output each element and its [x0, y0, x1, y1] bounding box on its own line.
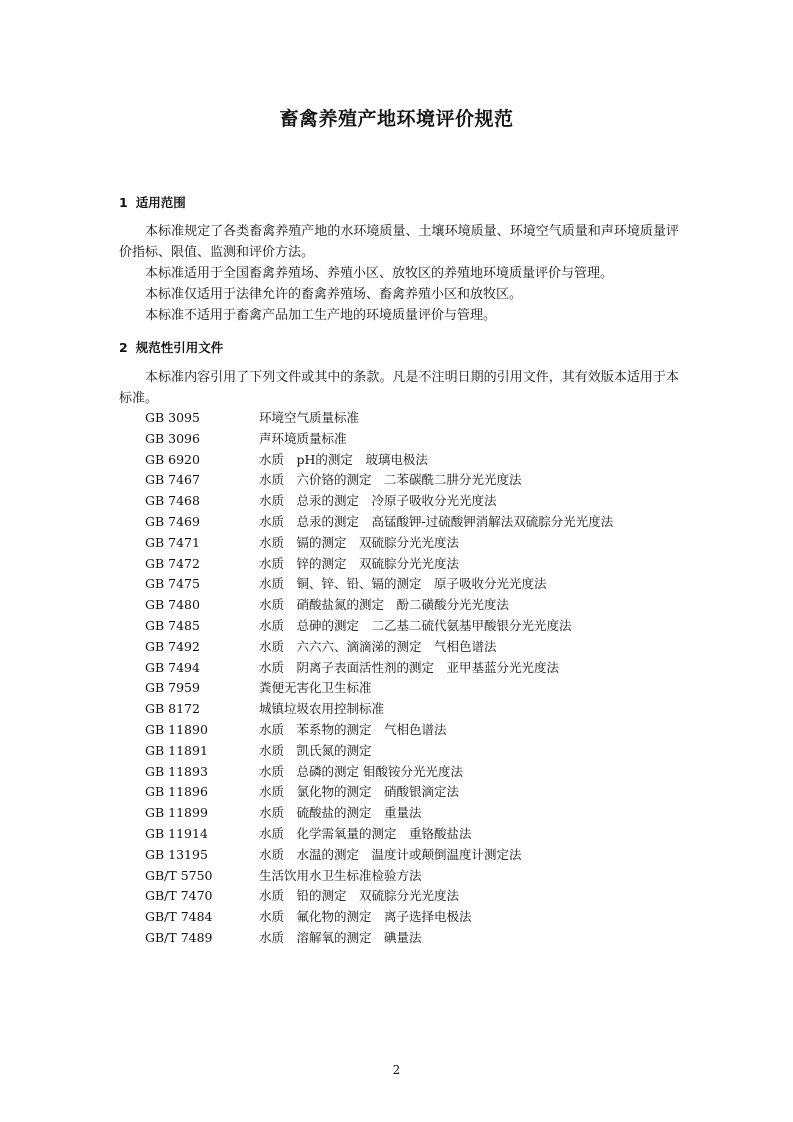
reference-title: 声环境质量标准 [259, 430, 347, 446]
reference-title: 水质 硫酸盐的测定 重量法 [259, 805, 422, 821]
reference-code: GB/T 5750 [145, 867, 213, 883]
reference-title: 水质 锌的测定 双硫腙分光光度法 [259, 555, 460, 571]
reference-code: GB 3095 [145, 410, 200, 425]
reference-title: 水质 六价铬的测定 二苯碳酰二肼分光光度法 [259, 472, 522, 488]
reference-row [145, 720, 685, 741]
section-2-body [119, 367, 679, 409]
reference-title: 水质 水温的测定 温度计或颠倒温度计测定法 [259, 846, 522, 862]
reference-code: GB 7471 [145, 534, 200, 550]
section-number: 1 [119, 195, 128, 210]
reference-code: GB 11914 [145, 825, 208, 841]
reference-code: GB 7494 [145, 659, 200, 675]
reference-row [145, 408, 685, 429]
reference-row [145, 429, 685, 450]
reference-code: GB 7480 [145, 597, 200, 613]
reference-code: GB 13195 [145, 846, 208, 862]
reference-row [145, 782, 685, 803]
reference-title: 水质 硝酸盐氮的测定 酚二磺酸分光光度法 [259, 597, 510, 613]
reference-code: GB 11891 [145, 742, 208, 758]
reference-title: 水质 总汞的测定 高锰酸钾-过硫酸钾消解法双硫腙分光光度法 [259, 513, 614, 529]
reference-list [145, 408, 685, 949]
reference-row [145, 824, 685, 845]
document-title: 畜禽养殖产地环境评价规范 [279, 108, 514, 130]
reference-code: GB/T 7484 [145, 909, 213, 925]
reference-row [145, 512, 685, 533]
reference-title: 水质 氯化物的测定 硝酸银滴定法 [259, 784, 460, 800]
reference-title: 水质 氟化物的测定 离子选择电极法 [259, 909, 472, 925]
reference-code: GB 11893 [145, 763, 208, 779]
reference-row [145, 450, 685, 471]
paragraph: 本标准不适用于畜禽产品加工生产地的环境质量评价与管理。 [145, 308, 497, 323]
reference-code: GB 7959 [145, 680, 200, 696]
section-2-heading [119, 338, 223, 356]
reference-code: GB 7472 [145, 555, 200, 571]
reference-row [145, 491, 685, 512]
reference-title: 水质 溶解氧的测定 碘量法 [259, 929, 422, 945]
reference-code: GB 7468 [145, 493, 200, 509]
section-number: 2 [119, 340, 128, 355]
reference-code: GB/T 7489 [145, 929, 213, 945]
reference-row [145, 658, 685, 679]
reference-row [145, 533, 685, 554]
reference-title: 生活饮用水卫生标准检验方法 [259, 867, 422, 883]
reference-code: GB 7475 [145, 576, 200, 592]
reference-title: 水质 铅的测定 双硫腙分光光度法 [259, 888, 460, 904]
reference-row [145, 699, 685, 720]
reference-title: 水质 苯系物的测定 气相色谱法 [259, 721, 447, 737]
paragraph: 本标准仅适用于法律允许的畜禽养殖场、畜禽养殖小区和放牧区。 [145, 287, 523, 302]
reference-row [145, 470, 685, 491]
reference-code: GB 8172 [145, 701, 200, 717]
reference-title: 粪便无害化卫生标准 [259, 680, 372, 696]
reference-row [145, 762, 685, 783]
reference-row [145, 637, 685, 658]
reference-code: GB 7492 [145, 638, 200, 654]
page-number: 2 [392, 1063, 401, 1077]
reference-row [145, 741, 685, 762]
section-title: 适用范围 [135, 195, 186, 210]
reference-title: 环境空气质量标准 [259, 410, 360, 425]
reference-code: GB 6920 [145, 451, 200, 467]
reference-row [145, 595, 685, 616]
section-1-heading [119, 193, 186, 211]
reference-row [145, 886, 685, 907]
reference-title: 水质 铜、锌、铅、镉的测定 原子吸收分光光度法 [259, 576, 547, 592]
reference-title: 水质 阴离子表面活性剂的测定 亚甲基蓝分光光度法 [259, 659, 560, 675]
reference-code: GB 11896 [145, 784, 208, 800]
reference-title: 水质 总砷的测定 二乙基二硫代氨基甲酸银分光光度法 [259, 617, 572, 633]
section-1-body [119, 221, 679, 326]
reference-code: GB 11899 [145, 805, 208, 821]
reference-code: GB 7467 [145, 472, 200, 488]
reference-title: 水质 六六六、滴滴涕的测定 气相色谱法 [259, 638, 497, 654]
reference-title: 城镇垃圾农用控制标准 [259, 701, 385, 717]
reference-title: 水质 总汞的测定 冷原子吸收分光光度法 [259, 493, 497, 509]
reference-row [145, 907, 685, 928]
reference-title: 水质 化学需氧量的测定 重铬酸盐法 [259, 825, 472, 841]
reference-row [145, 803, 685, 824]
paragraph: 本标准规定了各类畜禽养殖产地的水环境质量、土壤环境质量、环境空气质量和声环境质量评价指标、限值、监测和评价方法。 [119, 224, 679, 260]
reference-row [145, 554, 685, 575]
reference-title: 水质 pH的测定 玻璃电极法 [259, 451, 428, 467]
reference-row [145, 928, 685, 949]
paragraph: 本标准适用于全国畜禽养殖场、养殖小区、放牧区的养殖地环境质量评价与管理。 [145, 266, 614, 281]
reference-code: GB 11890 [145, 721, 208, 737]
reference-title: 水质 凯氏氮的测定 [259, 742, 372, 758]
reference-row [145, 845, 685, 866]
section-title: 规范性引用文件 [135, 340, 224, 355]
reference-row [145, 866, 685, 887]
reference-row [145, 678, 685, 699]
paragraph: 本标准内容引用了下列文件或其中的条款。凡是不注明日期的引用文件，其有效版本适用于本标准。 [119, 370, 679, 406]
reference-code: GB 7485 [145, 617, 200, 633]
reference-title: 水质 总磷的测定 钼酸铵分光光度法 [259, 763, 463, 779]
reference-title: 水质 镉的测定 双硫腙分光光度法 [259, 534, 460, 550]
reference-code: GB 3096 [145, 430, 200, 446]
reference-row [145, 574, 685, 595]
reference-code: GB/T 7470 [145, 888, 213, 904]
reference-row [145, 616, 685, 637]
reference-code: GB 7469 [145, 513, 200, 529]
